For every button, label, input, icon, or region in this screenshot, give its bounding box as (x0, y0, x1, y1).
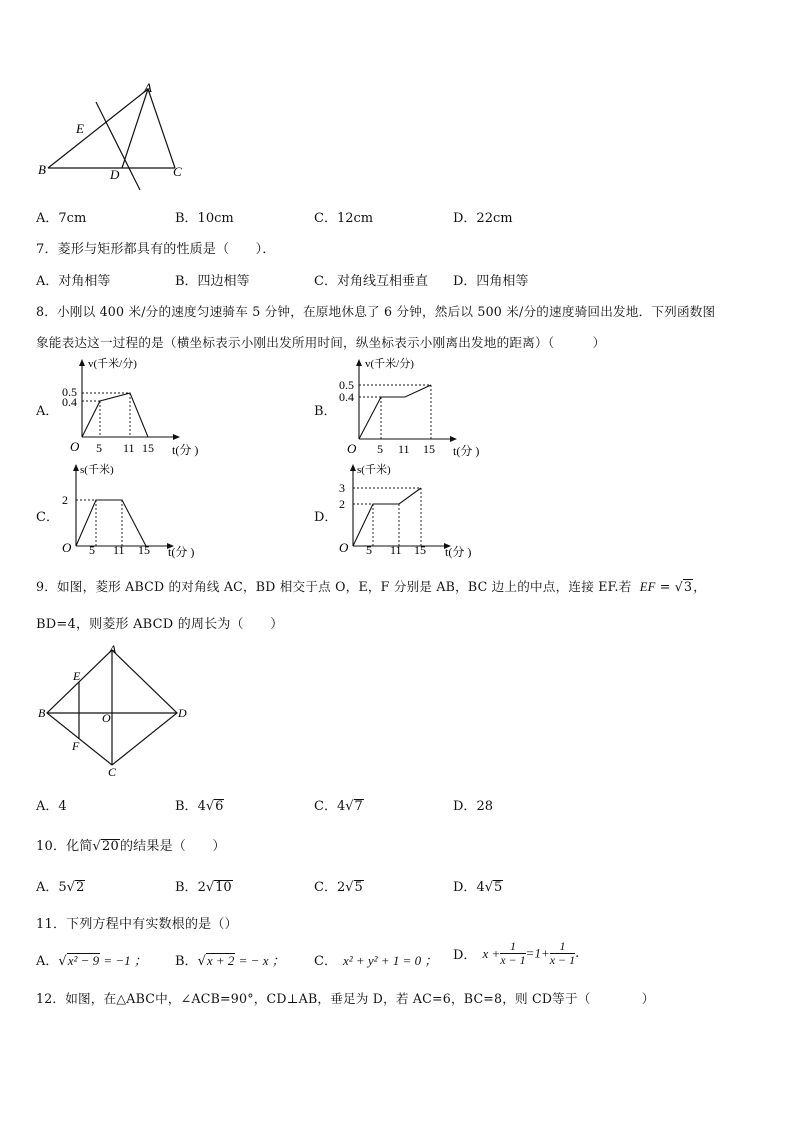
q10-option-d-coef: 4 (476, 880, 485, 895)
q10-option-b-coef: 2 (197, 880, 206, 895)
q9-ef-lhs: EF (639, 580, 656, 594)
q6-triangle-figure (30, 80, 210, 195)
q8d-xtick-15: 15 (414, 543, 426, 557)
q10-stem-end: 的结果是（ ） (119, 839, 226, 854)
q8-graph-d[interactable] (335, 458, 495, 563)
q10-option-b-prefix: B． (175, 880, 198, 895)
q11-option-b-prefix: B． (175, 954, 198, 969)
q8-graph-b[interactable] (335, 355, 495, 460)
q10-option-d-radicand: 5 (494, 880, 503, 895)
q11-option-d-den2: x − 1 (549, 953, 576, 968)
q9-option-c-sqrt: √ (345, 799, 354, 814)
q9-option-b-coef: 4 (197, 799, 206, 814)
q9-ef-radicand: 3 (683, 579, 693, 594)
q8a-xlabel: t(分 ) (172, 443, 199, 457)
q8a-y-arrow (79, 359, 85, 366)
q10-radicand: 20 (102, 839, 119, 854)
q8c-origin: O (62, 540, 72, 555)
q10-option-c[interactable] (314, 876, 364, 895)
q8-option-a-letter[interactable]: A． (36, 404, 59, 419)
q8-option-d-letter[interactable]: D． (314, 510, 338, 525)
q8b-ytick-05: 0.5 (339, 378, 354, 392)
q11-option-d-lead: x + (482, 945, 501, 961)
q8-stem-line2: 象能表达这一过程的是（横坐标表示小刚出发所用时间，纵坐标表示小刚离出发地的距离）（ ） (36, 335, 606, 350)
q9-option-b-sqrt: √ (205, 799, 215, 814)
q8c-xtick-15: 15 (138, 543, 150, 557)
q9-option-b-radicand: 6 (215, 799, 224, 814)
q9-label-B: B (38, 706, 46, 720)
q11-option-c-expr: x² + y² + 1 = 0 ； (342, 953, 438, 968)
q8-graph-a[interactable] (58, 355, 208, 460)
q8a-graph-line (82, 393, 148, 437)
q9-label-O: O (102, 711, 111, 725)
q9-label-E: E (73, 669, 81, 683)
q8d-ytick-3: 3 (339, 481, 345, 495)
q10-stem-text: 10．化简 (36, 839, 93, 854)
q8d-ylabel: s(千米) (357, 464, 391, 476)
q10-option-c-radicand: 5 (354, 880, 363, 895)
q8c-graph-line (76, 500, 146, 546)
q9-rhombus-figure (34, 642, 204, 782)
q9-label-A: A (109, 642, 117, 656)
q9-option-a-prefix: A． (36, 799, 59, 814)
q8a-ylabel: v(千米/分) (88, 358, 137, 370)
q11-option-d[interactable] (453, 940, 579, 967)
q8b-ylabel: v(千米/分) (365, 358, 414, 370)
q11-option-d-num2: 1 (550, 940, 575, 954)
q7-option-c[interactable]: C．对角线互相垂直 (314, 274, 428, 289)
q10-option-a-sqrt: √ (66, 880, 75, 895)
q8c-xtick-11: 11 (113, 543, 125, 557)
q11-option-b-sqrt: √ (197, 954, 206, 969)
q9-option-a-value: 4 (58, 799, 67, 814)
q11-option-c[interactable] (314, 950, 437, 969)
q9-label-D: D (178, 706, 187, 720)
q8b-origin: O (347, 441, 357, 456)
q11-option-b-rest: = − x ； (235, 953, 285, 968)
q11-stem: 11．下列方程中有实数根的是（） (36, 917, 238, 932)
q8b-y-arrow (356, 359, 362, 366)
q6-option-c[interactable]: C．12cm (314, 211, 374, 226)
q8d-xtick-5: 5 (366, 543, 372, 557)
q11-option-a-rest: = −1 ； (100, 953, 147, 968)
q8b-ytick-04: 0.4 (339, 390, 354, 404)
q11-option-a[interactable] (36, 950, 147, 969)
q8c-xlabel: t(分 ) (168, 545, 195, 559)
q10-option-d-sqrt: √ (484, 880, 494, 895)
q6-segment-AD (122, 89, 148, 168)
q8d-xtick-11: 11 (390, 543, 402, 557)
q8a-x-arrow (173, 434, 180, 440)
q8a-xtick-5: 5 (96, 441, 102, 455)
q11-option-a-prefix: A． (36, 954, 59, 969)
q8b-graph-line (359, 385, 431, 439)
q6-side-BA (48, 89, 148, 168)
q9-sqrt-sign: √ (674, 579, 683, 594)
q8b-xlabel: t(分 ) (453, 444, 480, 458)
q8b-xtick-15: 15 (423, 442, 435, 456)
q8-option-b-letter[interactable]: B． (314, 404, 337, 419)
q8a-origin: O (70, 439, 80, 454)
q6-option-b[interactable]: B．10cm (175, 211, 234, 226)
q10-option-d-prefix: D． (453, 880, 477, 895)
q6-label-D: D (110, 167, 120, 182)
q10-option-a-radicand: 2 (75, 880, 85, 895)
q7-option-b[interactable]: B．四边相等 (175, 274, 250, 289)
q9-stem-text: 9．如图，菱形 ABCD 的对角线 AC，BD 相交于点 O，E，F 分别是 AB，BC 边上的中点，连接 EF.若 (36, 579, 632, 594)
q11-option-b-radicand: x + 2 (206, 953, 235, 968)
q6-label-C: C (173, 164, 182, 179)
q6-label-A: A (144, 80, 152, 95)
q10-sqrt-sign: √ (92, 839, 102, 854)
q9-option-c-prefix: C． (314, 799, 337, 814)
q8c-y-arrow (73, 464, 79, 471)
q11-option-d-prefix: D． (453, 948, 477, 964)
q8d-origin: O (339, 540, 349, 555)
q11-option-c-prefix: C． (314, 954, 337, 969)
q9-option-b[interactable] (175, 795, 224, 814)
q7-stem: 7．菱形与矩形都具有的性质是（ ）． (36, 242, 276, 257)
q10-option-a-prefix: A． (36, 880, 59, 895)
q6-option-d[interactable]: D．22cm (453, 211, 513, 226)
q9-option-a[interactable] (36, 795, 67, 814)
q8c-ytick-2: 2 (62, 493, 68, 507)
q8a-ytick-04: 0.4 (62, 395, 77, 409)
q6-option-a[interactable]: A．7cm (36, 211, 87, 226)
q12-stem: 12．如图，在△ABC中，∠ACB=90°，CD⊥AB，垂足为 D，若 AC=6，BC=8，则 CD等于（ ） (36, 991, 655, 1006)
q8d-xlabel: t(分 ) (445, 545, 472, 559)
q9-option-d[interactable] (453, 795, 493, 814)
q11-option-a-sqrt: √ (58, 954, 67, 969)
q11-option-d-fraction1 (500, 940, 525, 967)
q10-option-a[interactable] (36, 876, 85, 895)
q10-option-a-coef: 5 (58, 880, 67, 895)
q9-option-b-prefix: B． (175, 799, 198, 814)
q9-label-C: C (108, 765, 117, 779)
q9-option-d-prefix: D． (453, 799, 477, 814)
q8-stem-line1: 8．小刚以 400 米/分的速度匀速骑车 5 分钟，在原地休息了 6 分钟，然后以 500 米/分的速度骑回出发地．下列函数图 (36, 304, 716, 319)
q9-stem-comma: ， (693, 579, 706, 594)
q8-graph-c[interactable] (58, 458, 218, 563)
q9-option-c-radicand: 7 (354, 799, 363, 814)
q9-label-F: F (72, 739, 80, 753)
q8d-y-arrow (350, 464, 356, 471)
q11-option-d-fraction2 (550, 940, 575, 967)
q11-option-a-radicand: x² − 9 (67, 953, 100, 968)
q11-option-d-num1: 1 (500, 940, 525, 954)
q8a-ytick-05: 0.5 (62, 385, 77, 399)
q10-option-b-radicand: 10 (215, 880, 232, 895)
q8-option-c-letter[interactable]: C． (36, 510, 59, 525)
q6-label-B: B (38, 162, 46, 177)
q10-option-c-sqrt: √ (345, 880, 354, 895)
q11-option-d-end: . (575, 946, 580, 962)
q9-option-d-value: 28 (476, 799, 493, 814)
q8b-xtick-11: 11 (398, 442, 410, 456)
q10-option-b-sqrt: √ (205, 880, 215, 895)
q6-side-AC (148, 89, 175, 168)
q11-option-d-mid: =1+ (525, 945, 550, 961)
q8d-graph-line (353, 488, 421, 546)
q9-option-c-coef: 4 (336, 799, 346, 814)
q8a-xtick-15: 15 (142, 441, 154, 455)
q8b-xtick-5: 5 (377, 442, 383, 456)
q11-option-b[interactable] (175, 950, 285, 969)
q8b-x-arrow (450, 436, 457, 442)
q9-stem-line1 (36, 576, 706, 595)
q11-option-d-den1: x − 1 (500, 953, 526, 968)
q9-ef-eq: = (655, 579, 675, 594)
q10-option-c-coef: 2 (336, 880, 346, 895)
q7-option-a[interactable]: A．对角相等 (36, 274, 111, 289)
q10-option-c-prefix: C． (314, 880, 337, 895)
q8a-xtick-11: 11 (123, 441, 135, 455)
q8c-xtick-5: 5 (89, 543, 95, 557)
q8d-ytick-2: 2 (339, 497, 345, 511)
q10-stem (36, 835, 226, 854)
q9-option-c[interactable] (314, 795, 364, 814)
q6-label-E: E (76, 121, 84, 136)
q10-option-b[interactable] (175, 876, 233, 895)
q7-option-d[interactable]: D．四角相等 (453, 274, 529, 289)
q9-stem-line2: BD=4，则菱形 ABCD 的周长为（ ） (36, 617, 284, 632)
q10-option-d[interactable] (453, 876, 503, 895)
q8c-ylabel: s(千米) (80, 464, 114, 476)
